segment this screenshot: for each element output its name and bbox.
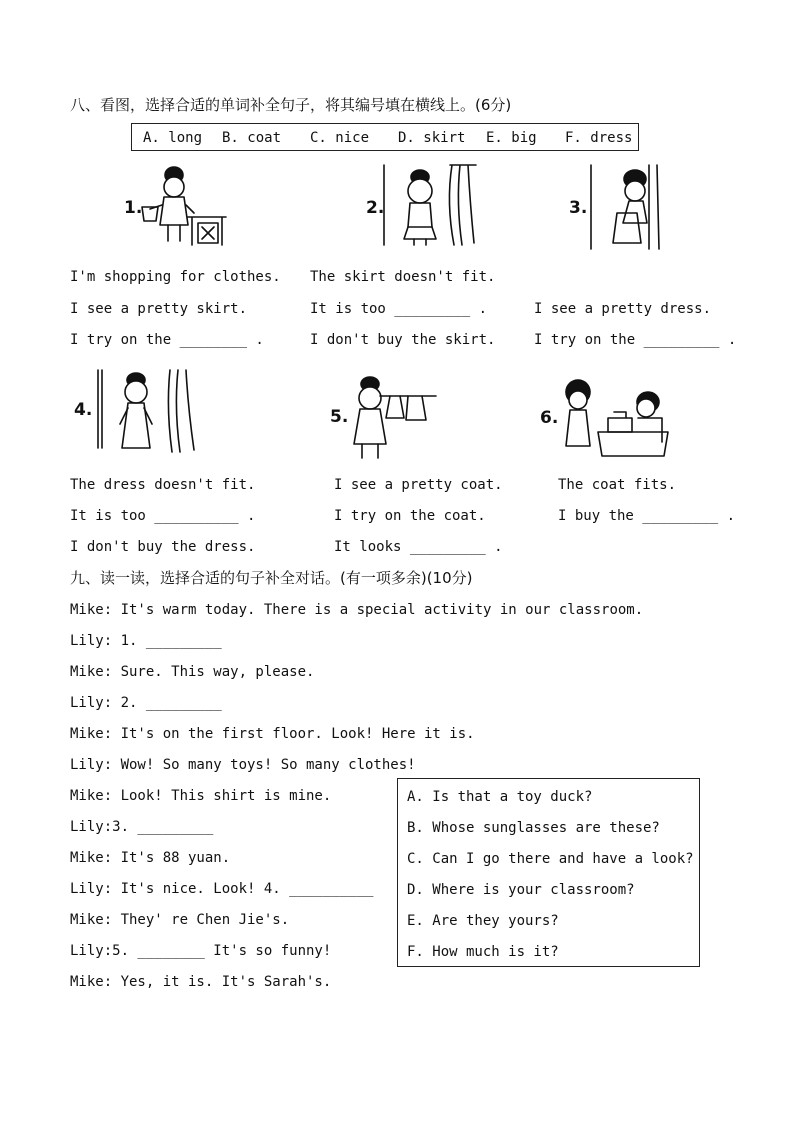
picture-5 (330, 374, 440, 462)
picture-6-number: 6. (540, 408, 559, 428)
dialogue-line-2[interactable]: Lily: 1. _________ (70, 633, 222, 649)
picture-2-number: 2. (366, 198, 385, 218)
option-c: C. nice (310, 130, 370, 146)
choice-e: E. Are they yours? (407, 913, 559, 929)
dialogue-line-13: Mike: Yes, it is. It's Sarah's. (70, 974, 332, 990)
sentence-choices-box (397, 778, 700, 967)
word-options-box (131, 123, 639, 151)
option-e: E. big (486, 130, 537, 146)
dialogue-line-8[interactable]: Lily:3. _________ (70, 819, 214, 835)
picture-1 (122, 165, 232, 250)
dialogue-line-9: Mike: It's 88 yuan. (70, 850, 231, 866)
r1c3-line3[interactable]: I try on the _________ . (534, 332, 737, 348)
choice-b: B. Whose sunglasses are these? (407, 820, 660, 836)
r1c2-line2[interactable]: It is too _________ . (310, 301, 488, 317)
r2c3-line2[interactable]: I buy the _________ . (558, 508, 736, 524)
r2c2-line3[interactable]: It looks _________ . (334, 539, 503, 555)
picture-3 (569, 163, 669, 253)
r2c3-line1: The coat fits. (558, 477, 677, 493)
r2c1-line2[interactable]: It is too __________ . (70, 508, 256, 524)
option-b: B. coat (222, 130, 282, 146)
choice-a: A. Is that a toy duck? (407, 789, 593, 805)
picture-3-number: 3. (569, 198, 588, 218)
picture-2 (366, 163, 478, 248)
choice-c: C. Can I go there and have a look? (407, 851, 694, 867)
dialogue-line-3: Mike: Sure. This way, please. (70, 664, 315, 680)
dialogue-line-5: Mike: It's on the first floor. Look! Here it is. (70, 726, 475, 742)
option-d: D. skirt (398, 130, 466, 146)
option-f: F. dress (565, 130, 633, 146)
dialogue-line-7: Mike: Look! This shirt is mine. (70, 788, 332, 804)
dialogue-line-12[interactable]: Lily:5. ________ It's so funny! (70, 943, 332, 959)
r1c3-line2: I see a pretty dress. (534, 301, 712, 317)
r1c2-line1: The skirt doesn't fit. (310, 269, 496, 285)
choice-d: D. Where is your classroom? (407, 882, 635, 898)
dialogue-line-11: Mike: They' re Chen Jie's. (70, 912, 290, 928)
picture-6 (538, 376, 670, 462)
picture-4 (74, 368, 200, 456)
r1c2-line3: I don't buy the skirt. (310, 332, 496, 348)
r1c1-line3[interactable]: I try on the ________ . (70, 332, 264, 348)
picture-1-number: 1. (124, 198, 143, 218)
dialogue-line-1: Mike: It's warm today. There is a special activity in our classroom. (70, 602, 644, 618)
picture-4-number: 4. (74, 400, 93, 420)
picture-5-number: 5. (330, 407, 349, 427)
r1c1-line2: I see a pretty skirt. (70, 301, 248, 317)
section-9-title: 九、读一读，选择合适的句子补全对话。(有一项多余)(10分) (70, 569, 473, 587)
section-8-title: 八、看图，选择合适的单词补全句子，将其编号填在横线上。(6分) (70, 96, 512, 114)
r2c1-line3: I don't buy the dress. (70, 539, 256, 555)
r1c1-line1: I'm shopping for clothes. (70, 269, 281, 285)
girl-long-dress-icon (74, 368, 200, 456)
r2c2-line1: I see a pretty coat. (334, 477, 503, 493)
choice-f: F. How much is it? (407, 944, 559, 960)
dialogue-line-4[interactable]: Lily: 2. _________ (70, 695, 222, 711)
r2c1-line1: The dress doesn't fit. (70, 477, 256, 493)
option-a: A. long (143, 130, 203, 146)
dialogue-line-6: Lily: Wow! So many toys! So many clothes! (70, 757, 416, 773)
r2c2-line2: I try on the coat. (334, 508, 486, 524)
dialogue-line-10[interactable]: Lily: It's nice. Look! 4. __________ (70, 881, 374, 897)
